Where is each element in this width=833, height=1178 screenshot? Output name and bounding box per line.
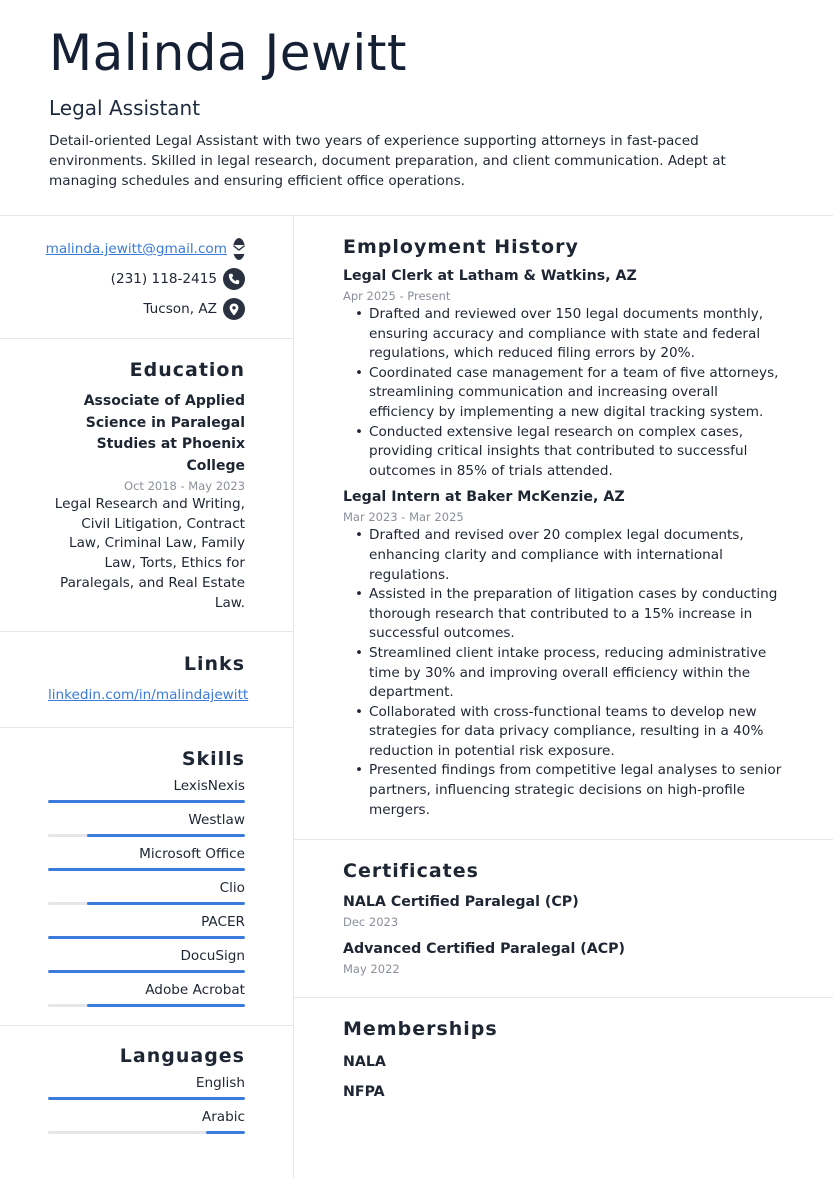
language-name: Arabic bbox=[201, 1109, 245, 1126]
links-heading: Links bbox=[183, 653, 245, 676]
job-bullets bbox=[343, 305, 785, 481]
resume-header bbox=[49, 20, 794, 191]
phone-icon bbox=[223, 268, 245, 290]
skill-item bbox=[48, 910, 245, 939]
certificate-entry bbox=[343, 939, 785, 978]
sidebar bbox=[0, 216, 293, 1134]
education-dates: Oct 2018 - May 2023 bbox=[124, 479, 245, 493]
main-content bbox=[294, 216, 833, 1120]
skill-name: LexisNexis bbox=[173, 778, 245, 795]
membership-item: NALA bbox=[343, 1054, 386, 1071]
language-name: English bbox=[195, 1075, 245, 1092]
job-entry bbox=[343, 266, 785, 481]
email-link[interactable]: malinda.jewitt@gmail.com bbox=[45, 241, 227, 257]
education-heading: Education bbox=[129, 359, 245, 381]
contact-email bbox=[45, 234, 245, 264]
certificate-name: Advanced Certified Paralegal (ACP) bbox=[343, 941, 626, 958]
profile-summary: Detail-oriented Legal Assistant with two years of experience supporting attorneys in fast-paced environments. Skilled in legal research, document preparation, and client communication. Adept at managing schedules and ensuring efficient office operations. bbox=[49, 133, 726, 189]
job-bullet: • Collaborated with cross-functional teams to develop new strategies for data privacy compliance, resulting in a 40% reduction in potential risk exposure. bbox=[355, 703, 785, 762]
skill-name: Microsoft Office bbox=[139, 846, 245, 863]
employment-section bbox=[294, 216, 833, 840]
languages-heading: Languages bbox=[119, 1045, 245, 1068]
contact-phone bbox=[48, 264, 245, 294]
jobs-list bbox=[343, 266, 785, 820]
degree-title: Associate of Applied Science in Paralegal Studies at Phoenix College bbox=[83, 393, 245, 474]
certificates-heading: Certificates bbox=[343, 860, 479, 883]
job-bullet: • Conducted extensive legal research on complex cases, providing critical insights that contributed to successful outcomes in 85% of trials attended. bbox=[355, 423, 785, 482]
level-bar-fill bbox=[87, 1004, 245, 1007]
level-bar-fill bbox=[48, 800, 245, 803]
job-bullet: • Drafted and revised over 20 complex legal documents, enhancing clarity and compliance with international regulations. bbox=[355, 526, 785, 585]
level-bar-fill bbox=[87, 834, 245, 837]
skill-item bbox=[48, 944, 245, 973]
languages-section bbox=[0, 1026, 293, 1134]
job-bullet: • Presented findings from competitive legal analyses to senior partners, influencing strategic decisions on high-profile mergers. bbox=[355, 761, 785, 820]
job-bullet: • Drafted and reviewed over 150 legal documents monthly, ensuring accuracy and compliance with state and federal regulations, which reduced filing errors by 20%. bbox=[355, 305, 785, 364]
map-pin-icon bbox=[223, 298, 245, 320]
level-bar-fill bbox=[206, 1131, 245, 1134]
memberships-section bbox=[294, 998, 833, 1120]
skills-section bbox=[0, 728, 293, 1026]
contact-section bbox=[0, 216, 293, 339]
candidate-name: Malinda Jewitt bbox=[49, 24, 408, 82]
skill-item bbox=[48, 808, 245, 837]
job-bullet: • Streamlined client intake process, reducing administrative time by 30% and improving overall efficiency within the department. bbox=[355, 644, 785, 703]
skill-item bbox=[48, 774, 245, 803]
certificate-name: NALA Certified Paralegal (CP) bbox=[343, 894, 579, 911]
employment-heading: Employment History bbox=[343, 236, 579, 258]
level-bar bbox=[48, 1004, 245, 1007]
job-bullet: • Coordinated case management for a team of five attorneys, streamlining communication and increasing overall efficiency by implementing a new digital tracking system. bbox=[355, 364, 785, 423]
level-bar-fill bbox=[48, 1097, 245, 1100]
certificates-list bbox=[343, 892, 785, 978]
level-bar bbox=[48, 1097, 245, 1100]
contact-location bbox=[48, 294, 245, 324]
certificate-date: Dec 2023 bbox=[343, 915, 399, 930]
links-section bbox=[0, 632, 293, 728]
skills-list bbox=[48, 774, 245, 1007]
skill-name: Clio bbox=[219, 880, 245, 897]
membership-item: NFPA bbox=[343, 1084, 385, 1101]
job-title: Legal Clerk at Latham & Watkins, AZ bbox=[343, 268, 637, 284]
memberships-list bbox=[343, 1052, 785, 1102]
job-dates: Apr 2025 - Present bbox=[343, 289, 451, 303]
level-bar-fill bbox=[48, 936, 245, 939]
skill-name: DocuSign bbox=[180, 948, 245, 965]
level-bar-fill bbox=[48, 868, 245, 871]
candidate-title: Legal Assistant bbox=[49, 96, 201, 120]
languages-list bbox=[48, 1071, 245, 1134]
job-dates: Mar 2023 - Mar 2025 bbox=[343, 510, 464, 525]
level-bar bbox=[48, 800, 245, 803]
level-bar bbox=[48, 902, 245, 905]
memberships-heading: Memberships bbox=[343, 1018, 498, 1041]
education-section bbox=[0, 339, 293, 632]
level-bar bbox=[48, 834, 245, 837]
linkedin-link[interactable]: linkedin.com/in/malindajewitt bbox=[48, 687, 249, 704]
certificate-entry bbox=[343, 892, 785, 931]
skill-name: Westlaw bbox=[188, 812, 245, 829]
certificate-date: May 2022 bbox=[343, 962, 400, 977]
level-bar bbox=[48, 970, 245, 973]
job-entry bbox=[343, 487, 785, 820]
skill-item bbox=[48, 842, 245, 871]
level-bar bbox=[48, 936, 245, 939]
phone-text: (231) 118-2415 bbox=[110, 271, 217, 287]
skill-name: Adobe Acrobat bbox=[145, 982, 245, 999]
skills-heading: Skills bbox=[181, 748, 245, 771]
location-text: Tucson, AZ bbox=[143, 301, 217, 317]
envelope-icon bbox=[233, 238, 245, 260]
level-bar-fill bbox=[87, 902, 245, 905]
skill-item bbox=[48, 876, 245, 905]
skill-item bbox=[48, 978, 245, 1007]
skill-name: PACER bbox=[201, 914, 245, 931]
language-item bbox=[48, 1071, 245, 1100]
job-bullets bbox=[343, 526, 785, 820]
level-bar bbox=[48, 1131, 245, 1134]
certificates-section bbox=[294, 840, 833, 998]
language-item bbox=[48, 1105, 245, 1134]
job-title: Legal Intern at Baker McKenzie, AZ bbox=[343, 489, 625, 506]
level-bar bbox=[48, 868, 245, 871]
job-bullet: • Assisted in the preparation of litigation cases by conducting thorough research that contributed to a 15% increase in successful outcomes. bbox=[355, 585, 785, 644]
level-bar-fill bbox=[48, 970, 245, 973]
education-description: Legal Research and Writing, Civil Litigation, Contract Law, Criminal Law, Family Law, Torts, Ethics for Paralegals, and Real Estate Law. bbox=[54, 496, 245, 611]
